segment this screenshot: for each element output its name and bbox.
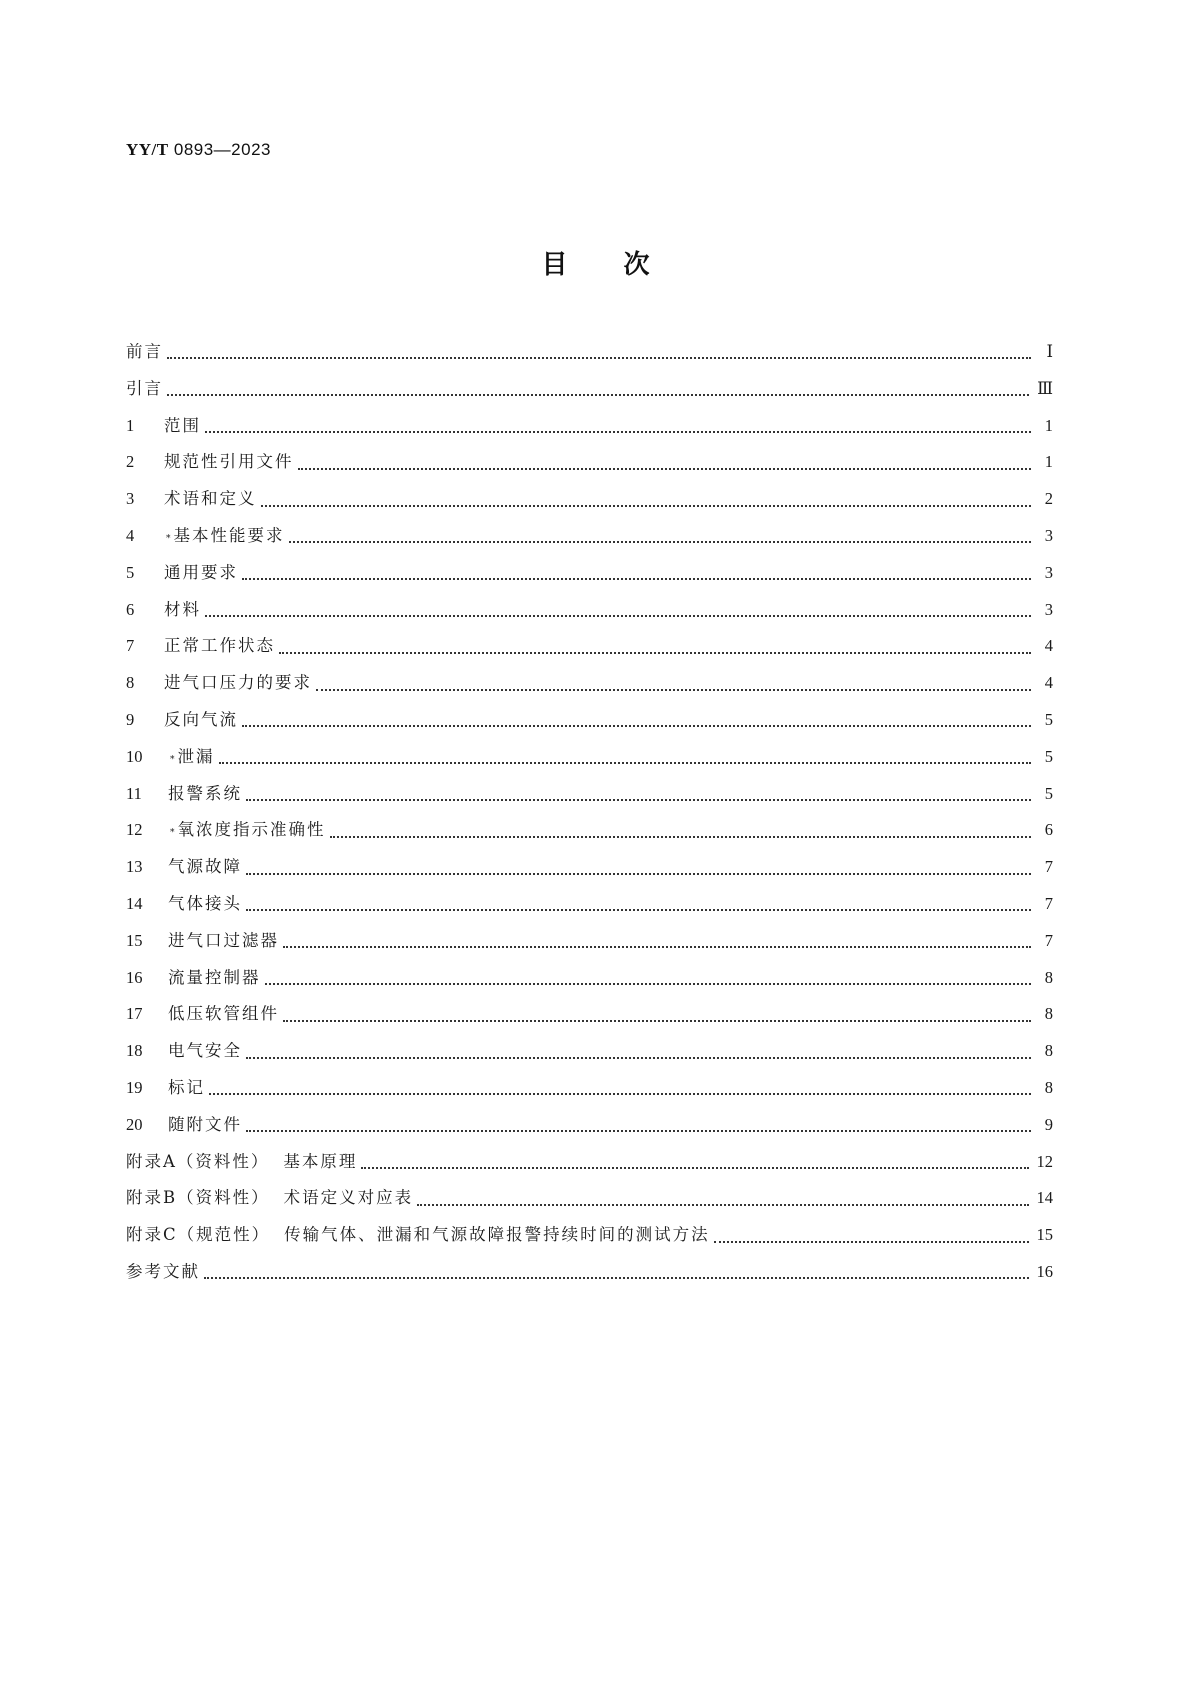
toc-entry-label: 标记 bbox=[168, 1077, 205, 1097]
toc-entry-number: 2 bbox=[126, 452, 135, 472]
toc-entry-page-number: 4 bbox=[1044, 636, 1053, 656]
toc-entry-label: 气体接头 bbox=[168, 893, 242, 913]
toc-entry-leader-dots bbox=[246, 867, 1031, 877]
page-title: 目次 bbox=[541, 250, 706, 280]
toc-entry-page-number: 16 bbox=[1036, 1261, 1053, 1281]
toc-entry-number: 9 bbox=[126, 709, 135, 729]
toc-entry-page-number: 8 bbox=[1044, 1041, 1053, 1061]
toc-entry[interactable] bbox=[126, 853, 1053, 890]
toc-entry[interactable] bbox=[126, 743, 1053, 780]
toc-entry-number: 20 bbox=[126, 1114, 143, 1134]
toc-entry-page-number: Ⅲ bbox=[1037, 378, 1053, 398]
toc-entry-number: 12 bbox=[126, 820, 143, 840]
toc-entry-page-number: 12 bbox=[1036, 1151, 1053, 1171]
toc-entry[interactable] bbox=[126, 780, 1053, 817]
toc-entry-page-number: 3 bbox=[1044, 562, 1053, 582]
toc-entry-number: 8 bbox=[126, 673, 135, 693]
toc-entry-page-number: 8 bbox=[1044, 1077, 1053, 1097]
toc-entry-number: 1 bbox=[126, 415, 135, 435]
toc-entry-leader-dots bbox=[205, 609, 1031, 619]
standard-code-number: 0893—2023 bbox=[173, 140, 271, 159]
toc-entry-leader-dots bbox=[330, 830, 1032, 840]
toc-entry-star-marker: * bbox=[170, 754, 175, 765]
toc-entry[interactable] bbox=[126, 1184, 1053, 1221]
toc-entry[interactable] bbox=[126, 338, 1053, 375]
toc-entry-label: 参考文献 bbox=[126, 1261, 200, 1281]
toc-entry[interactable] bbox=[126, 1037, 1053, 1074]
toc-entry-leader-dots bbox=[316, 683, 1031, 693]
toc-entry-leader-dots bbox=[298, 462, 1032, 472]
toc-entry-leader-dots bbox=[246, 903, 1031, 913]
toc-entry-page-number: 4 bbox=[1044, 673, 1053, 693]
toc-entry-number: 6 bbox=[126, 599, 135, 619]
toc-entry-label: 氧浓度指示准确性 bbox=[177, 820, 326, 840]
standard-code bbox=[126, 140, 271, 160]
toc-entry[interactable] bbox=[126, 816, 1053, 853]
toc-entry-number: 5 bbox=[126, 562, 135, 582]
toc-entry-label: 附录B（资料性） bbox=[126, 1188, 270, 1208]
toc-entry-page-number: 6 bbox=[1044, 820, 1053, 840]
toc-entry[interactable] bbox=[126, 412, 1053, 449]
toc-entry[interactable] bbox=[126, 964, 1053, 1001]
toc-entry-page-number: 14 bbox=[1036, 1188, 1053, 1208]
toc-entry[interactable] bbox=[126, 1074, 1053, 1111]
toc-entry-label: 附录C（规范性） bbox=[126, 1225, 271, 1245]
toc-entry[interactable] bbox=[126, 1000, 1053, 1037]
toc-entry-page-number: 9 bbox=[1044, 1114, 1053, 1134]
toc-entry-leader-dots bbox=[167, 351, 1031, 361]
toc-entry-label: 前言 bbox=[126, 342, 163, 361]
toc-entry-leader-dots bbox=[279, 646, 1031, 656]
toc-entry-page-number: 1 bbox=[1044, 415, 1053, 435]
toc-entry-number: 3 bbox=[126, 489, 135, 509]
toc-entry-label: 随附文件 bbox=[168, 1114, 242, 1134]
toc-entry-leader-dots bbox=[209, 1087, 1031, 1097]
toc-entry-number: 11 bbox=[126, 783, 142, 803]
toc-entry[interactable] bbox=[126, 1221, 1053, 1258]
toc-entry-label: 流量控制器 bbox=[168, 967, 261, 987]
toc-entry-label: 通用要求 bbox=[164, 562, 238, 582]
toc-entry[interactable] bbox=[126, 559, 1053, 596]
toc-entry-page-number: Ⅰ bbox=[1046, 342, 1053, 361]
toc-entry-leader-dots bbox=[242, 572, 1031, 582]
toc-entry-page-number: 1 bbox=[1044, 452, 1053, 472]
toc-entry-leader-dots bbox=[714, 1235, 1029, 1245]
toc-entry[interactable] bbox=[126, 596, 1053, 633]
toc-entry-page-number: 2 bbox=[1044, 489, 1053, 509]
toc-entry-leader-dots bbox=[242, 719, 1031, 729]
toc-entry[interactable] bbox=[126, 375, 1053, 412]
toc-entry-leader-dots bbox=[283, 940, 1031, 950]
toc-entry-leader-dots bbox=[167, 388, 1029, 398]
toc-entry-page-number: 15 bbox=[1036, 1225, 1053, 1245]
toc-entry-leader-dots bbox=[246, 1051, 1031, 1061]
toc-entry[interactable] bbox=[126, 522, 1053, 559]
toc-entry-leader-dots bbox=[417, 1198, 1028, 1208]
toc-entry-page-number: 7 bbox=[1044, 893, 1053, 913]
toc-entry-number: 18 bbox=[126, 1041, 143, 1061]
toc-entry-label: 进气口压力的要求 bbox=[164, 673, 312, 693]
toc-entry[interactable] bbox=[126, 706, 1053, 743]
toc-entry-page-number: 3 bbox=[1044, 599, 1053, 619]
toc-entry-leader-dots bbox=[205, 425, 1031, 435]
toc-entry[interactable] bbox=[126, 669, 1053, 706]
toc-entry-label: 附录A（资料性） bbox=[126, 1151, 270, 1171]
toc-entry-label: 反向气流 bbox=[164, 709, 238, 729]
toc-entry-number: 19 bbox=[126, 1077, 143, 1097]
toc-entry-page-number: 7 bbox=[1044, 857, 1053, 877]
toc-entry-leader-dots bbox=[246, 1124, 1031, 1134]
toc-entry[interactable] bbox=[126, 448, 1053, 485]
toc-entry-leader-dots bbox=[219, 756, 1032, 766]
toc-entry-leader-dots bbox=[283, 1014, 1031, 1024]
toc-entry[interactable] bbox=[126, 890, 1053, 927]
toc-entry-label: 电气安全 bbox=[168, 1041, 242, 1061]
toc-entry-number: 7 bbox=[126, 636, 135, 656]
toc-entry[interactable] bbox=[126, 485, 1053, 522]
toc-entry-label: 基本性能要求 bbox=[173, 525, 285, 545]
toc-entry-number: 13 bbox=[126, 857, 143, 877]
toc-entry[interactable] bbox=[126, 927, 1053, 964]
toc-entry-number: 16 bbox=[126, 967, 143, 987]
toc-entry-page-number: 8 bbox=[1044, 967, 1053, 987]
toc-entry-leader-dots bbox=[246, 793, 1031, 803]
toc-entry-number: 4 bbox=[126, 525, 135, 545]
toc-entry-leader-dots bbox=[289, 535, 1032, 545]
toc-entry-subtitle: 基本原理 bbox=[283, 1151, 358, 1171]
toc-entry-number: 15 bbox=[126, 930, 143, 950]
toc-entry-page-number: 5 bbox=[1044, 783, 1053, 803]
toc-entry-page-number: 8 bbox=[1044, 1004, 1053, 1024]
toc-entry-subtitle: 术语定义对应表 bbox=[283, 1188, 414, 1208]
toc-entry-page-number: 5 bbox=[1044, 709, 1053, 729]
toc-entry-subtitle: 传输气体、泄漏和气源故障报警持续时间的测试方法 bbox=[284, 1225, 710, 1245]
table-of-contents bbox=[126, 338, 1053, 1295]
toc-entry-number: 14 bbox=[126, 893, 143, 913]
toc-entry-label: 引言 bbox=[126, 378, 163, 398]
toc-entry-leader-dots bbox=[265, 977, 1032, 987]
toc-entry-label: 低压软管组件 bbox=[168, 1004, 279, 1024]
toc-entry-leader-dots bbox=[361, 1161, 1028, 1171]
toc-entry-label: 术语和定义 bbox=[164, 489, 257, 509]
toc-entry-page-number: 5 bbox=[1044, 746, 1053, 766]
toc-entry-number: 17 bbox=[126, 1004, 143, 1024]
toc-entry-number: 10 bbox=[126, 746, 143, 766]
toc-entry-label: 规范性引用文件 bbox=[164, 452, 294, 472]
toc-entry-page-number: 7 bbox=[1044, 930, 1053, 950]
toc-entry-label: 进气口过滤器 bbox=[168, 930, 279, 950]
toc-entry-page-number: 3 bbox=[1044, 525, 1053, 545]
toc-entry-label: 范围 bbox=[164, 415, 201, 435]
toc-entry-star-marker: * bbox=[170, 828, 175, 839]
toc-entry-label: 正常工作状态 bbox=[164, 636, 275, 656]
toc-entry[interactable] bbox=[126, 1111, 1053, 1148]
toc-entry-label: 泄漏 bbox=[177, 746, 215, 766]
toc-entry[interactable] bbox=[126, 632, 1053, 669]
toc-entry-leader-dots bbox=[204, 1271, 1029, 1281]
standard-code-prefix: YY/T bbox=[126, 140, 169, 159]
toc-entry[interactable] bbox=[126, 1148, 1053, 1185]
toc-entry-label: 报警系统 bbox=[168, 783, 242, 803]
toc-entry-label: 气源故障 bbox=[168, 857, 242, 877]
toc-entry-star-marker: * bbox=[166, 533, 171, 544]
toc-entry[interactable] bbox=[126, 1258, 1053, 1295]
toc-entry-label: 材料 bbox=[164, 599, 201, 619]
toc-entry-leader-dots bbox=[261, 499, 1032, 509]
